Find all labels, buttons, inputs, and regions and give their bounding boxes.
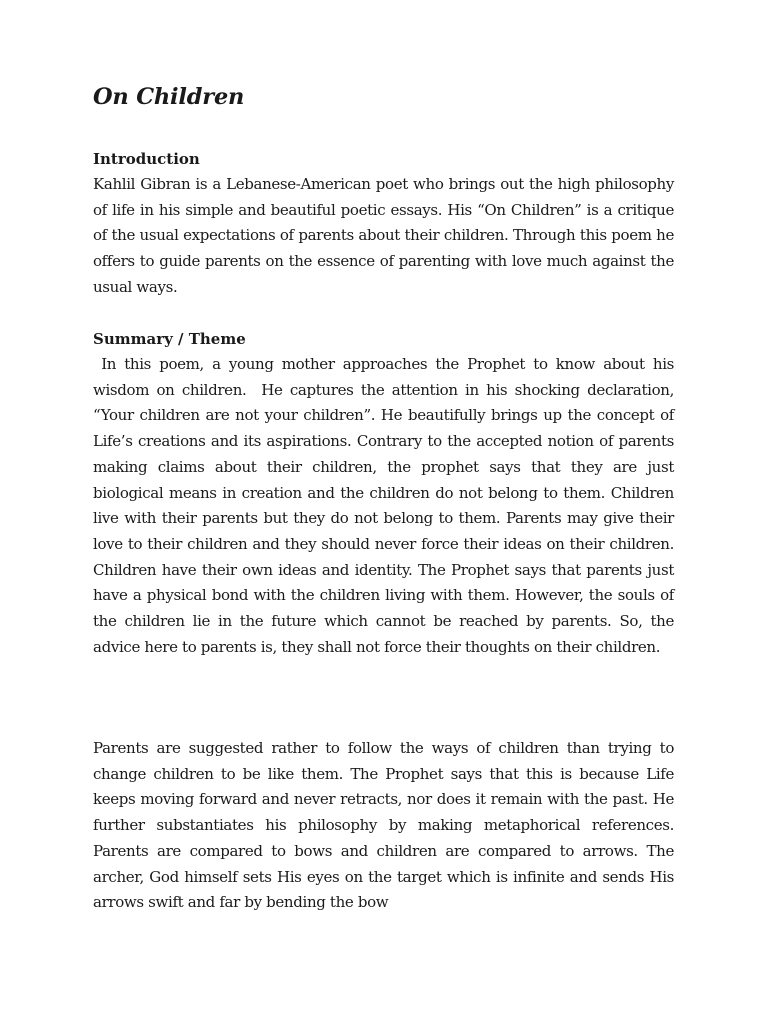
introduction-paragraph: Kahlil Gibran is a Lebanese-American poet who brings out the high philosophy of life in his simple and beautiful poetic essays. His “On Children” is a critique of the usual expectations of parents about their children. Through this poem he offers to guide parents on the essence of parenting with love much against the usual ways. [93,175,674,296]
summary-paragraph-continued: Parents are suggested rather to follow the ways of children than trying to change children to be like them. The Prophet says that this is because Life keeps moving forward and never retracts, nor does it remain with the past. He further substantiates his philosophy by making metaphorical references. Parents are compared to bows and children are compared to arrows. The archer, God himself sets His eyes on the target which is infinite and sends His arrows swift and far by bending the bow [93,739,674,912]
section-heading-introduction: Introduction [93,150,200,168]
summary-paragraph: In this poem, a young mother approaches the Prophet to know about his wisdom on children. He captures the attention in his shocking declaration, “Your children are not your children”. He beautifully brings up the concept of Life’s creations and its aspirations. Contrary to the accepted notion of parents making claims about their children, the prophet says that they are just biological means in creation and the children do not belong to them. Children live with their parents but they do not belong to them. Parents may give their love to their children and they should never force their ideas on their children. Children have their own ideas and identity. The Prophet says that parents just have a physical bond with the children living with them. However, the souls of the children lie in the future which cannot be reached by parents. So, the advice here to parents is, they shall not force their thoughts on their children. [93,355,679,656]
document-title: On Children [93,84,245,110]
section-heading-summary-theme: Summary / Theme [93,330,246,348]
